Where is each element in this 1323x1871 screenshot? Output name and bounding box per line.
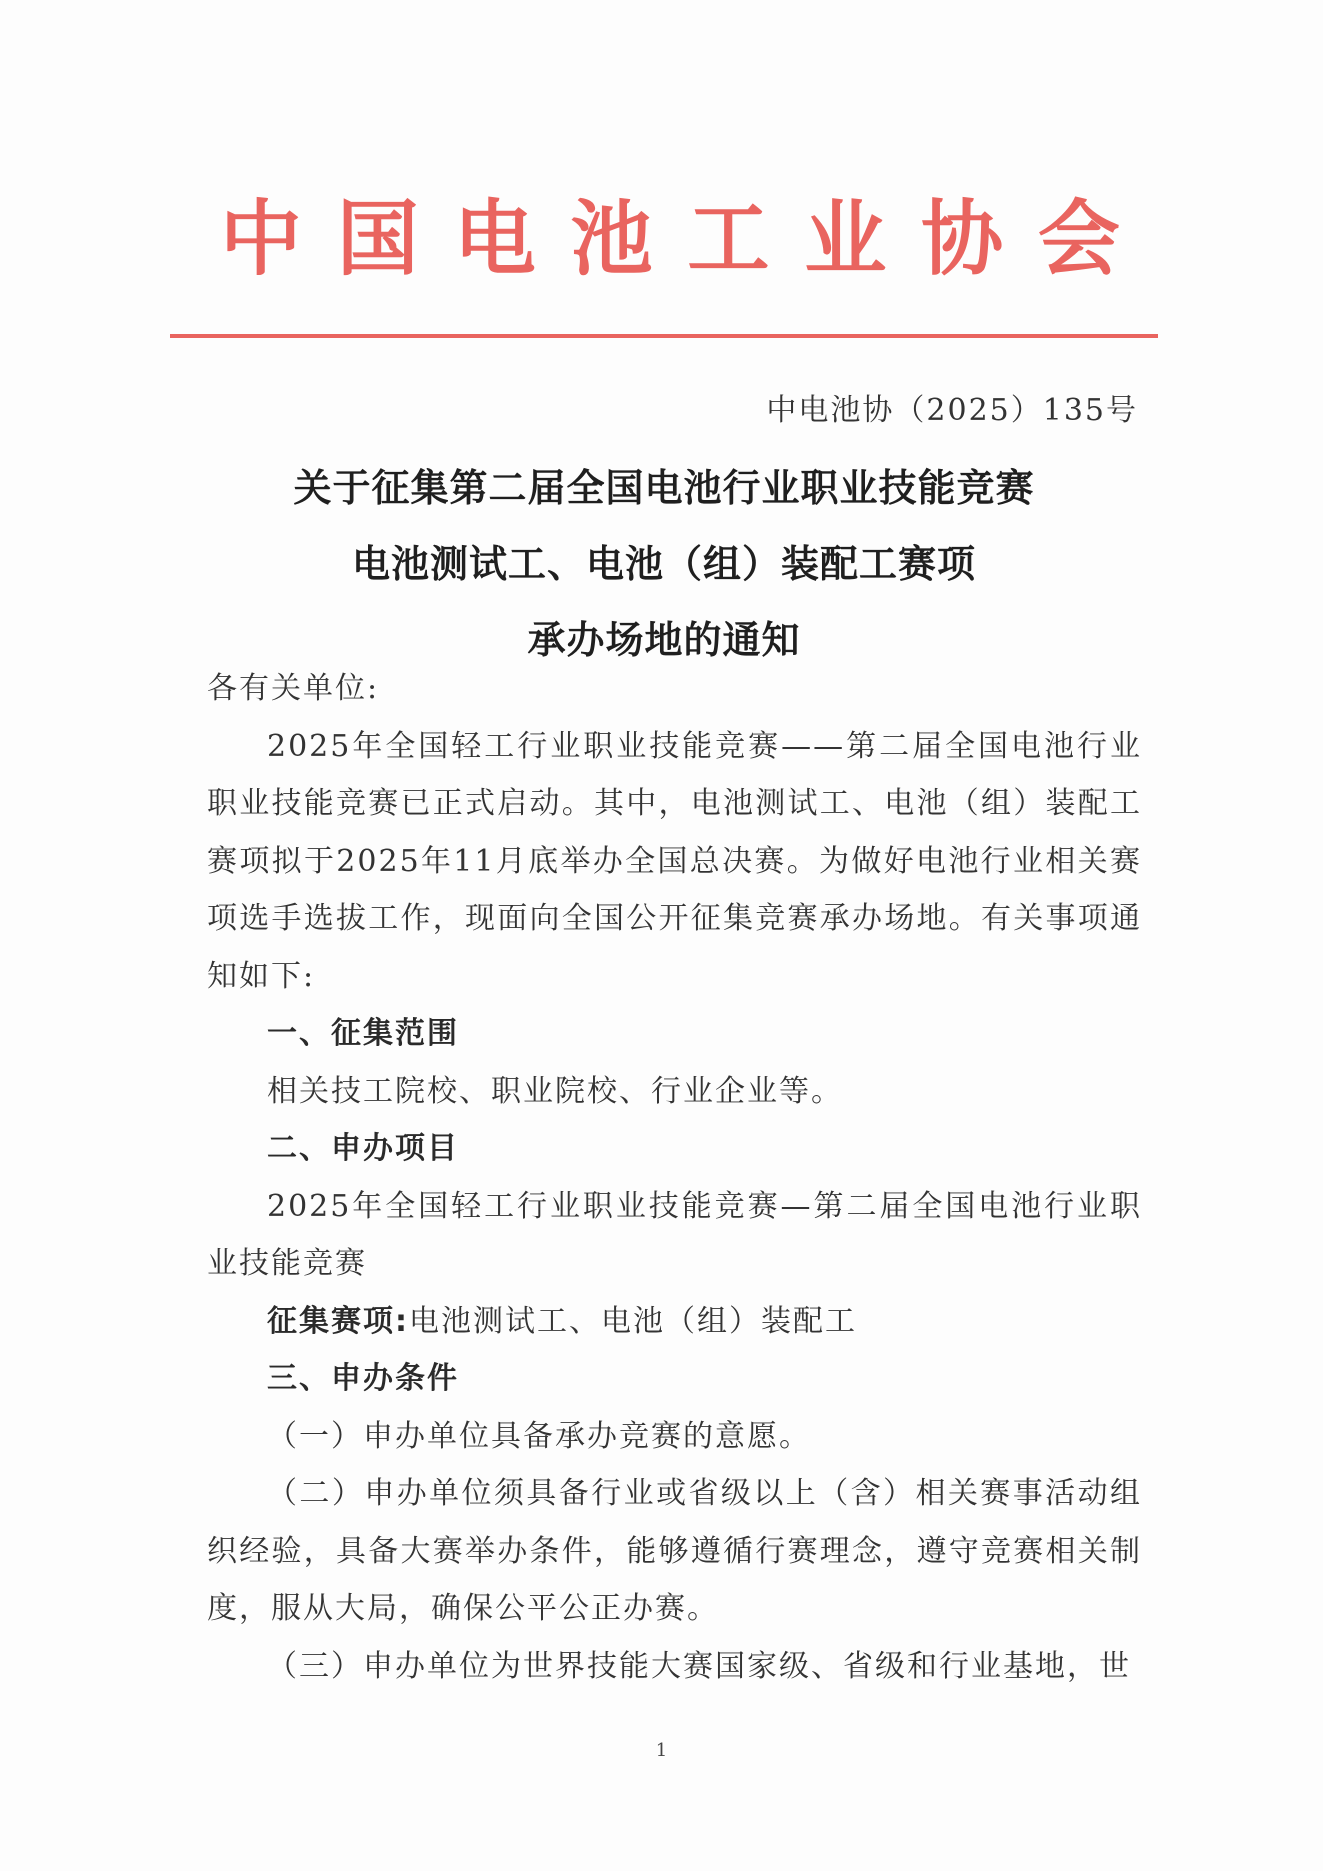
masthead-char: 池 [570,192,653,287]
competition-item-value: 电池测试工、电池（组）装配工 [409,1303,857,1339]
condition-paragraph: （一）申办单位具备承办竞赛的意愿。 [267,1418,811,1454]
document-title [170,450,1158,678]
masthead-char: 国 [336,192,419,287]
condition-paragraph: （三）申办单位为世界技能大赛国家级、省级和行业基地，世 [267,1648,1131,1684]
intro-paragraph: 2025年全国轻工行业职业技能竞赛——第二届全国电池行业职业技能竞赛已正式启动。其中，电池测试工、电池（组）装配工赛项拟于2025年11月底举办全国总决赛。为做好电池行业相关赛项选手选拔工作，现面向全国公开征集竞赛承办场地。有关事项通知如下: [207,728,1142,994]
masthead-char: 协 [921,192,1004,287]
title-line: 电池测试工、电池（组）装配工赛项 [351,541,976,586]
title-line: 关于征集第二届全国电池行业职业技能竞赛 [293,465,1035,510]
masthead-char: 电 [453,192,536,287]
section-paragraph: 2025年全国轻工行业职业技能竞赛—第二届全国电池行业职业技能竞赛 [207,1188,1142,1281]
competition-item-label: 征集赛项: [267,1303,409,1339]
masthead-char: 工 [687,192,770,287]
document-body [207,660,1142,1695]
condition-paragraph: （二）申办单位须具备行业或省级以上（含）相关赛事活动组织经验，具备大赛举办条件，能够遵循行赛理念，遵守竞赛相关制度，服从大局，确保公平公正办赛。 [207,1476,1142,1626]
masthead-char: 业 [804,192,887,287]
page-number: 1 [655,1740,668,1761]
title-line: 承办场地的通知 [527,617,801,662]
section-heading: 三、申办条件 [267,1361,459,1396]
section-heading: 一、征集范围 [267,1016,459,1051]
masthead-char: 中 [220,192,303,287]
competition-item-line [207,1293,1142,1351]
document-number: 中电池协（2025）135号 [766,393,1138,428]
section-paragraph: 相关技工院校、职业院校、行业企业等。 [267,1073,843,1109]
section-heading: 二、申办项目 [267,1131,459,1166]
masthead-divider [170,334,1158,338]
salutation: 各有关单位: [207,671,380,706]
masthead [220,185,1120,295]
masthead-char: 会 [1037,192,1120,287]
